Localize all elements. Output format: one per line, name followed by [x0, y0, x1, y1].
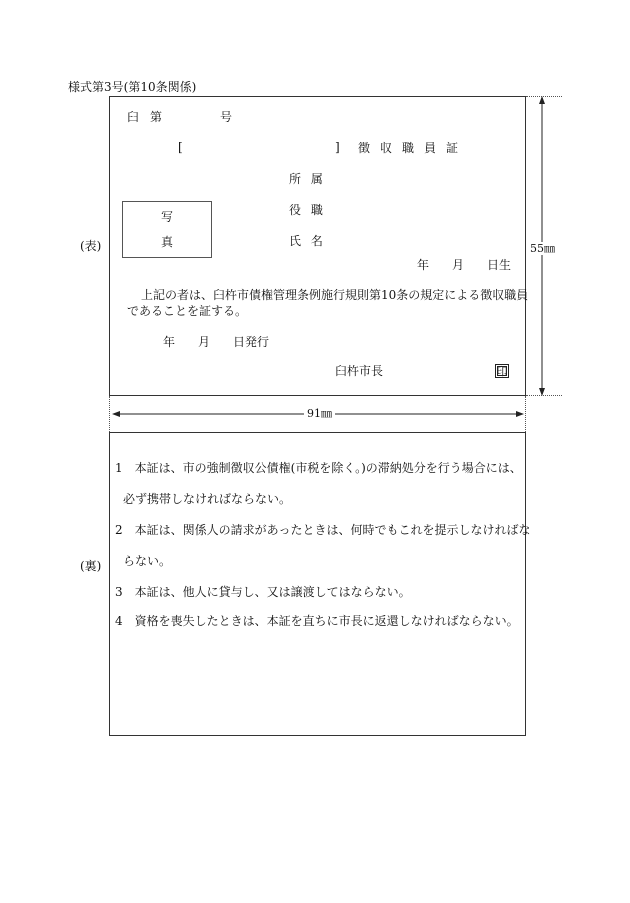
- note-4: 4 資格を喪失したときは、本証を直ちに市長に返還しなければならない。: [115, 614, 519, 628]
- number-dai: 第: [150, 110, 163, 124]
- birth-month: 月: [452, 258, 465, 272]
- note-2-line1: 2 本証は、関係人の請求があったときは、何時でもこれを提示しなければな: [115, 523, 531, 537]
- issue-month: 月: [198, 335, 211, 349]
- bracket-open: [: [178, 140, 183, 154]
- field-position: 役 職: [289, 203, 323, 217]
- back-card: [109, 432, 526, 736]
- field-affiliation: 所 属: [289, 172, 323, 186]
- seal-mark: 印: [496, 364, 508, 378]
- photo-label-line1: 写: [161, 210, 174, 224]
- issue-day: 日発行: [233, 335, 270, 349]
- front-side-label: (表): [80, 239, 102, 253]
- note-1-line1: 1 本証は、市の強制徴収公債権(市税を除く。)の滞納処分を行う場合には、: [115, 461, 522, 475]
- height-dimension-label: 55㎜: [530, 242, 555, 255]
- bracket-close: ]: [335, 140, 340, 154]
- dim-left-guide: [109, 396, 110, 432]
- width-dimension-label: 91㎜: [304, 408, 335, 419]
- issue-year: 年: [163, 335, 176, 349]
- photo-label-line2: 真: [161, 235, 174, 249]
- statement-line2: であることを証する。: [127, 304, 248, 318]
- back-side-label: (裏): [80, 559, 102, 573]
- card-title: 徴収職員証: [358, 141, 469, 155]
- note-1-line2: 必ず携帯しなければならない。: [123, 492, 292, 506]
- form-label: 様式第3号(第10条関係): [68, 80, 197, 94]
- note-2-line2: らない。: [123, 554, 172, 568]
- birth-day: 日生: [487, 258, 512, 272]
- field-name: 氏 名: [289, 234, 323, 248]
- issuer: 臼杵市長: [335, 364, 384, 378]
- dim-right-guide: [525, 396, 526, 432]
- statement-line1: 上記の者は、臼杵市債権管理条例施行規則第10条の規定による徴収職員: [141, 288, 529, 302]
- number-go: 号: [220, 110, 233, 124]
- birth-year: 年: [417, 258, 430, 272]
- number-prefix: 臼: [127, 110, 140, 124]
- note-3: 3 本証は、他人に貸与し、又は譲渡してはならない。: [115, 585, 411, 599]
